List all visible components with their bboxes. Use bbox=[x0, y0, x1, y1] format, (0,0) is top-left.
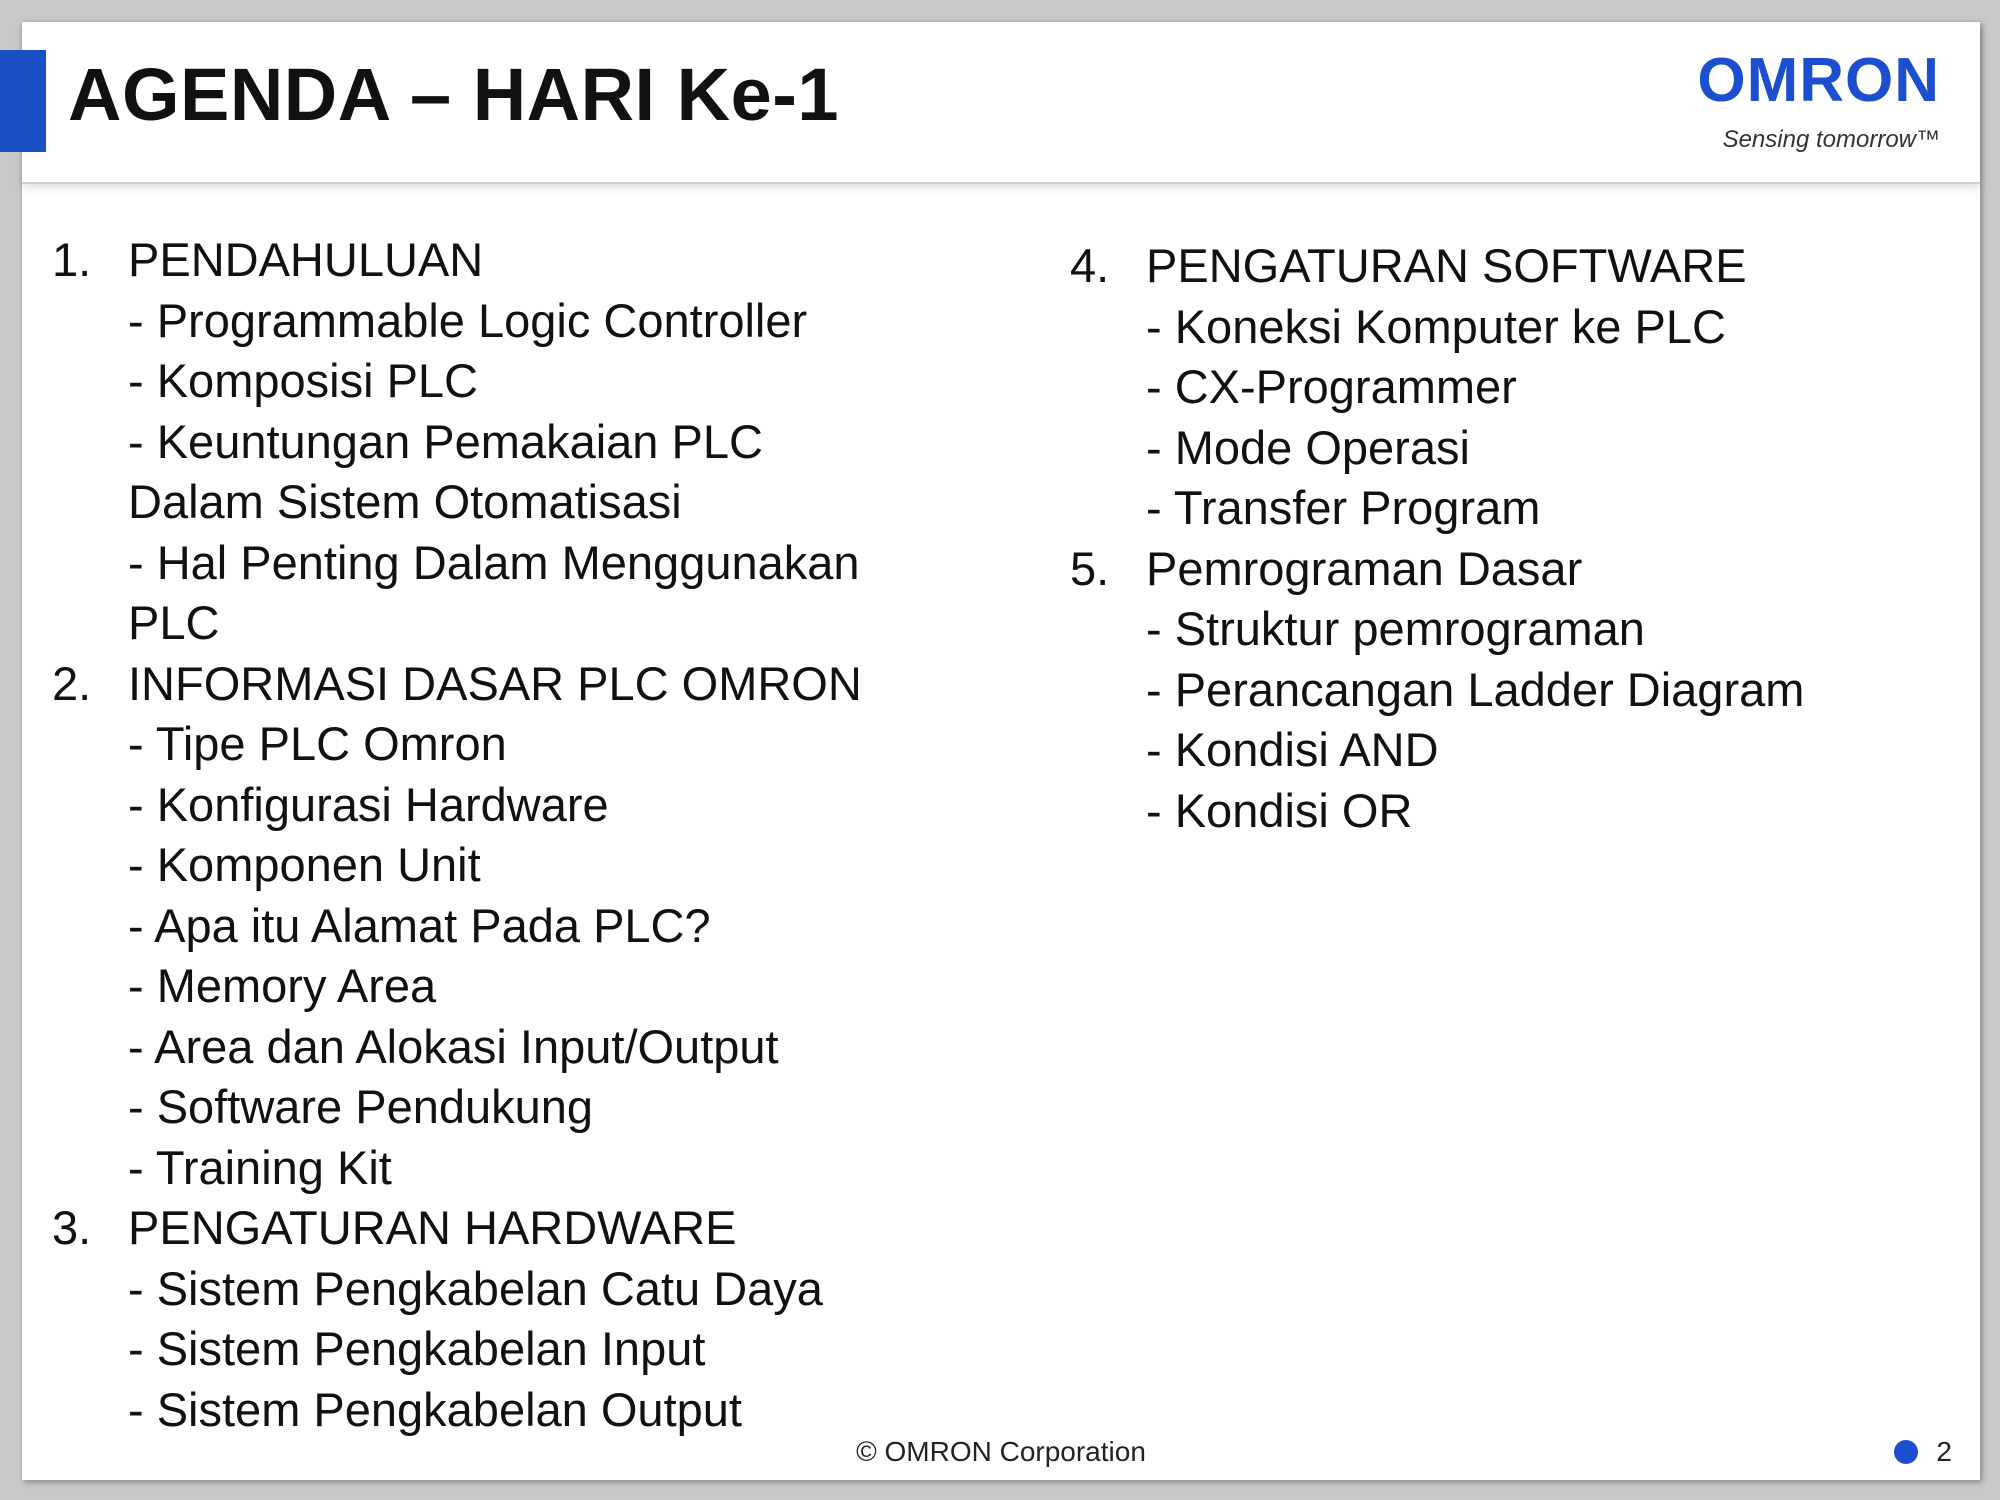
agenda-item: - Perancangan Ladder Diagram bbox=[1146, 662, 1805, 716]
agenda-item: - Tipe PLC Omron bbox=[128, 717, 507, 770]
slide bbox=[22, 22, 1980, 1480]
section-heading-row bbox=[52, 654, 1012, 715]
section-items bbox=[52, 1259, 1012, 1441]
agenda-section bbox=[1070, 236, 1950, 539]
agenda-item: - Kondisi AND bbox=[1146, 723, 1439, 776]
agenda-item: - Koneksi Komputer ke PLC bbox=[1146, 299, 1726, 353]
agenda-section bbox=[52, 654, 1012, 1199]
agenda-item: PLC bbox=[128, 596, 220, 649]
logo-tagline: Sensing tomorrow™ bbox=[1722, 126, 1940, 153]
agenda-section bbox=[52, 230, 1012, 654]
section-heading: Pemrograman Dasar bbox=[1146, 541, 1583, 595]
agenda-item: - Kondisi OR bbox=[1146, 783, 1413, 837]
title-accent-bar bbox=[0, 50, 46, 152]
omron-logo bbox=[1697, 46, 1940, 154]
section-items bbox=[1070, 599, 1950, 841]
agenda-item: - Area dan Alokasi Input/Output bbox=[128, 1019, 779, 1073]
section-heading: INFORMASI DASAR PLC OMRON bbox=[128, 656, 862, 710]
agenda-item: - CX-Programmer bbox=[1146, 360, 1517, 413]
section-number: 1. bbox=[52, 233, 92, 286]
agenda-item: - Keuntungan Pemakaian PLC bbox=[128, 414, 763, 468]
section-heading-row bbox=[1070, 539, 1950, 600]
page-number: 2 bbox=[1936, 1436, 1952, 1467]
agenda-item: - Memory Area bbox=[128, 959, 437, 1012]
agenda-item: - Sistem Pengkabelan Catu Daya bbox=[128, 1261, 823, 1315]
agenda-item: - Komponen Unit bbox=[128, 838, 481, 891]
agenda-section bbox=[52, 1198, 1012, 1440]
agenda-item: - Mode Operasi bbox=[1146, 420, 1470, 474]
agenda-right-column bbox=[1070, 236, 1950, 841]
section-heading: PENGATURAN SOFTWARE bbox=[1146, 239, 1747, 292]
agenda-item: - Apa itu Alamat Pada PLC? bbox=[128, 898, 711, 952]
section-heading: PENGATURAN HARDWARE bbox=[128, 1201, 737, 1254]
agenda-item: - Programmable Logic Controller bbox=[128, 293, 808, 347]
logo-wordmark: OMRON bbox=[1697, 46, 1940, 115]
agenda-item: - Sistem Pengkabelan Input bbox=[128, 1322, 706, 1375]
agenda-item: - Training Kit bbox=[128, 1140, 392, 1194]
section-items bbox=[52, 714, 1012, 1198]
section-items bbox=[1070, 297, 1950, 539]
agenda-left-column bbox=[52, 230, 1012, 1440]
agenda-item: - Struktur pemrograman bbox=[1146, 602, 1645, 655]
footer-copyright: © OMRON Corporation bbox=[856, 1436, 1146, 1467]
section-heading-row bbox=[52, 230, 1012, 291]
slide-title: AGENDA – HARI Ke-1 bbox=[68, 53, 840, 136]
section-heading-row bbox=[1070, 236, 1950, 297]
section-number: 2. bbox=[52, 656, 92, 710]
agenda-item: - Hal Penting Dalam Menggunakan bbox=[128, 535, 860, 589]
page-indicator bbox=[1894, 1436, 1952, 1468]
agenda-item: - Software Pendukung bbox=[128, 1080, 594, 1133]
agenda-section bbox=[1070, 539, 1950, 842]
agenda-item: - Komposisi PLC bbox=[128, 354, 478, 407]
agenda-item: Dalam Sistem Otomatisasi bbox=[128, 475, 682, 528]
section-heading-row bbox=[52, 1198, 1012, 1259]
agenda-item: - Konfigurasi Hardware bbox=[128, 777, 609, 831]
section-number: 4. bbox=[1070, 239, 1110, 292]
section-number: 5. bbox=[1070, 541, 1110, 595]
section-items bbox=[52, 291, 1012, 654]
agenda-item: - Transfer Program bbox=[1146, 481, 1541, 534]
page-dot-icon bbox=[1894, 1440, 1918, 1464]
section-heading: PENDAHULUAN bbox=[128, 233, 484, 286]
section-number: 3. bbox=[52, 1201, 92, 1254]
agenda-item: - Sistem Pengkabelan Output bbox=[128, 1382, 742, 1436]
title-bar bbox=[22, 22, 1980, 184]
